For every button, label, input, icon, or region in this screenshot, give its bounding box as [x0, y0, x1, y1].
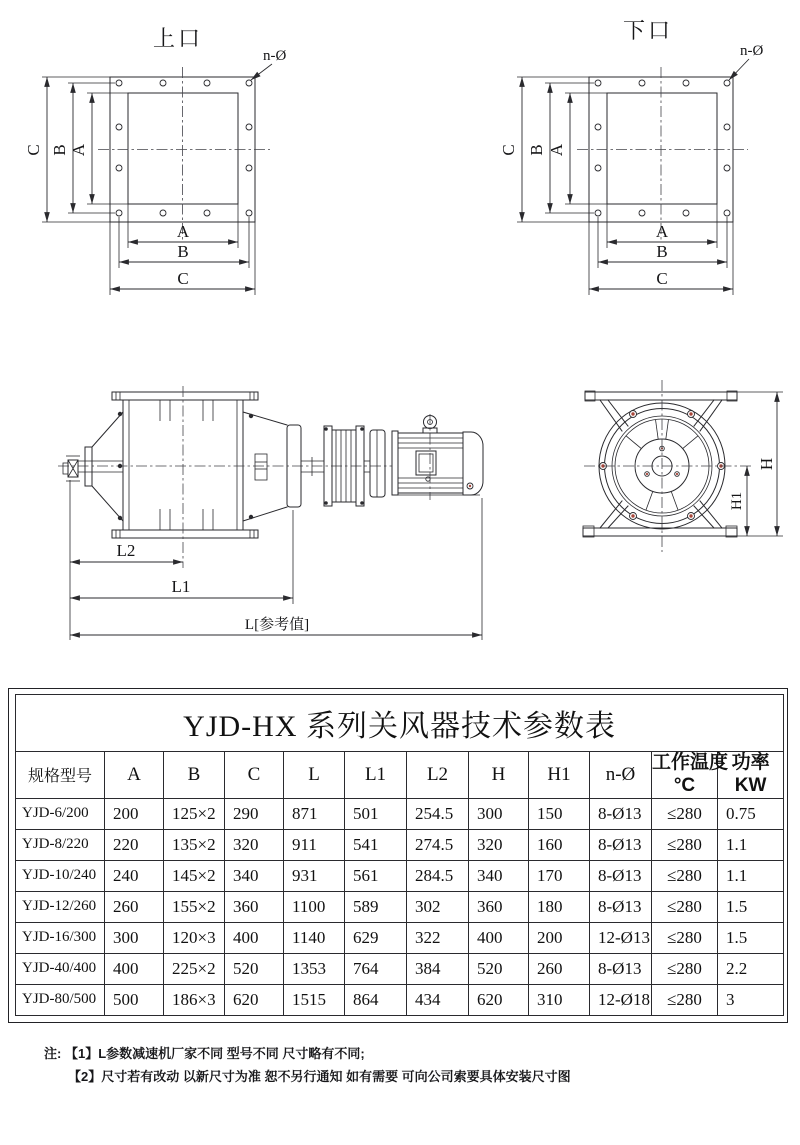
value-cell: 620 [225, 984, 284, 1015]
value-cell: 300 [469, 798, 529, 829]
dimension-lines [499, 77, 733, 295]
model-cell: YJD-8/220 [16, 829, 105, 860]
bottom-port-title: 下口 [622, 18, 674, 43]
svg-text:A: A [176, 222, 190, 241]
value-cell: 864 [345, 984, 407, 1015]
table-title: YJD-HX 系列关风器技术参数表 [16, 695, 784, 752]
value-cell: 360 [469, 891, 529, 922]
bolt-holes [116, 80, 252, 216]
table-row [16, 953, 784, 984]
temp-header-line1: 工作温度 [652, 752, 729, 773]
svg-text:L[参考值]: L[参考值] [244, 617, 310, 633]
value-cell: 1353 [284, 953, 345, 984]
value-cell: 12-Ø18 [590, 984, 652, 1015]
height-dimensions [729, 392, 783, 536]
value-cell: 620 [469, 984, 529, 1015]
value-cell: 520 [469, 953, 529, 984]
value-cell: 8-Ø13 [590, 860, 652, 891]
value-cell: 589 [345, 891, 407, 922]
bolt-holes [595, 80, 730, 216]
value-cell: ≤280 [652, 891, 718, 922]
parameter-table-frame [8, 688, 788, 1023]
notes-label: 注: [44, 1046, 62, 1061]
value-cell: 284.5 [407, 860, 469, 891]
svg-text:C: C [24, 144, 43, 156]
value-cell: 434 [407, 984, 469, 1015]
value-cell: 384 [407, 953, 469, 984]
value-cell: 911 [284, 829, 345, 860]
value-cell: 1140 [284, 922, 345, 953]
value-cell: 155×2 [164, 891, 225, 922]
value-cell: 290 [225, 798, 284, 829]
svg-text:C: C [177, 269, 189, 288]
svg-text:B: B [50, 144, 69, 156]
value-cell: 220 [105, 829, 164, 860]
value-cell: 400 [105, 953, 164, 984]
model-cell: YJD-12/260 [16, 891, 105, 922]
value-cell: 561 [345, 860, 407, 891]
value-cell: ≤280 [652, 829, 718, 860]
column-header-b: B [164, 752, 225, 799]
value-cell: 260 [105, 891, 164, 922]
value-cell: 1.5 [718, 891, 784, 922]
valve-body [58, 386, 392, 568]
value-cell: 200 [105, 798, 164, 829]
svg-text:L2: L2 [116, 541, 136, 560]
value-cell: 160 [529, 829, 590, 860]
model-cell: YJD-6/200 [16, 798, 105, 829]
column-header-l2: L2 [407, 752, 469, 799]
value-cell: 125×2 [164, 798, 225, 829]
value-cell: 8-Ø13 [590, 953, 652, 984]
value-cell: 320 [469, 829, 529, 860]
power-header-line2: KW [734, 774, 767, 796]
top-port-drawing [20, 10, 320, 310]
model-cell: YJD-16/300 [16, 922, 105, 953]
value-cell: 8-Ø13 [590, 798, 652, 829]
footnote-line-1 [44, 1042, 571, 1065]
column-header-h: H [469, 752, 529, 799]
column-header-h1: H1 [529, 752, 590, 799]
table-header-row [16, 752, 784, 799]
value-cell: 260 [529, 953, 590, 984]
svg-text:H1: H1 [729, 491, 745, 511]
value-cell: ≤280 [652, 798, 718, 829]
value-cell: 500 [105, 984, 164, 1015]
value-cell: 3 [718, 984, 784, 1015]
value-cell: 8-Ø13 [590, 829, 652, 860]
value-cell: 400 [469, 922, 529, 953]
column-header-c: C [225, 752, 284, 799]
value-cell: 764 [345, 953, 407, 984]
table-row [16, 829, 784, 860]
side-view-drawing [40, 368, 510, 648]
value-cell: 240 [105, 860, 164, 891]
value-cell: 1515 [284, 984, 345, 1015]
value-cell: 931 [284, 860, 345, 891]
value-cell: ≤280 [652, 953, 718, 984]
top-port-title: 上口 [152, 26, 204, 51]
bolt-callout [251, 48, 286, 80]
length-dimensions [70, 480, 482, 640]
value-cell: 871 [284, 798, 345, 829]
bottom-port-drawing [490, 10, 790, 310]
svg-text:C: C [499, 144, 518, 156]
svg-text:B: B [527, 144, 546, 156]
right-end-cover [243, 412, 301, 521]
column-header-l: L [284, 752, 345, 799]
value-cell: 300 [105, 922, 164, 953]
table-row [16, 891, 784, 922]
table-row [16, 798, 784, 829]
svg-text:C: C [656, 269, 668, 288]
value-cell: 0.75 [718, 798, 784, 829]
model-cell: YJD-80/500 [16, 984, 105, 1015]
footnote-line-2 [68, 1065, 571, 1088]
column-header-bolt: n-Ø [590, 752, 652, 799]
parameter-table [15, 694, 784, 1016]
value-cell: ≤280 [652, 860, 718, 891]
notes-text-1: 【1】L参数减速机厂家不同 型号不同 尺寸略有不同; [64, 1046, 365, 1061]
value-cell: 400 [225, 922, 284, 953]
svg-text:L1: L1 [171, 577, 191, 596]
column-header-l1: L1 [345, 752, 407, 799]
value-cell: 186×3 [164, 984, 225, 1015]
value-cell: 520 [225, 953, 284, 984]
value-cell: 12-Ø13 [590, 922, 652, 953]
value-cell: 225×2 [164, 953, 225, 984]
value-cell: 1100 [284, 891, 345, 922]
value-cell: 340 [469, 860, 529, 891]
value-cell: 320 [225, 829, 284, 860]
value-cell: 1.5 [718, 922, 784, 953]
left-end-cover [63, 412, 123, 521]
table-row [16, 922, 784, 953]
power-header-line1: 功率 [731, 752, 770, 773]
value-cell: 170 [529, 860, 590, 891]
dimension-lines [24, 77, 255, 295]
svg-text:B: B [656, 242, 668, 261]
value-cell: 541 [345, 829, 407, 860]
value-cell: 200 [529, 922, 590, 953]
value-cell: 274.5 [407, 829, 469, 860]
column-header-temperature [652, 752, 729, 799]
svg-text:A: A [547, 143, 566, 157]
value-cell: 302 [407, 891, 469, 922]
column-header-model: 规格型号 [16, 752, 105, 799]
table-title-row [16, 695, 784, 752]
value-cell: 629 [345, 922, 407, 953]
svg-text:H: H [757, 457, 776, 471]
model-cell: YJD-10/240 [16, 860, 105, 891]
value-cell: 310 [529, 984, 590, 1015]
column-header-a: A [105, 752, 164, 799]
value-cell: 322 [407, 922, 469, 953]
value-cell: 254.5 [407, 798, 469, 829]
value-cell: 8-Ø13 [590, 891, 652, 922]
motor [392, 414, 483, 500]
value-cell: 340 [225, 860, 284, 891]
svg-text:A: A [655, 222, 669, 241]
value-cell: 180 [529, 891, 590, 922]
value-cell: 1.1 [718, 829, 784, 860]
footnotes [44, 1042, 571, 1089]
value-cell: 360 [225, 891, 284, 922]
value-cell: ≤280 [652, 922, 718, 953]
table-row [16, 984, 784, 1015]
value-cell: 501 [345, 798, 407, 829]
value-cell: 145×2 [164, 860, 225, 891]
svg-text:n-Ø: n-Ø [740, 43, 764, 59]
temp-header-line2: °C [673, 774, 696, 796]
value-cell: 150 [529, 798, 590, 829]
model-cell: YJD-40/400 [16, 953, 105, 984]
motor-fins [398, 438, 463, 488]
value-cell: 120×3 [164, 922, 225, 953]
value-cell: 135×2 [164, 829, 225, 860]
svg-text:B: B [177, 242, 189, 261]
value-cell: ≤280 [652, 984, 718, 1015]
value-cell: 2.2 [718, 953, 784, 984]
table-row [16, 860, 784, 891]
end-view-drawing [570, 368, 800, 578]
svg-text:n-Ø: n-Ø [263, 48, 287, 64]
bolt-callout [729, 43, 763, 80]
notes-text-2: 【2】尺寸若有改动 以新尺寸为准 恕不另行通知 如有需要 可向公司索要具体安装尺寸图 [68, 1069, 571, 1085]
value-cell: 1.1 [718, 860, 784, 891]
svg-text:A: A [69, 143, 88, 157]
